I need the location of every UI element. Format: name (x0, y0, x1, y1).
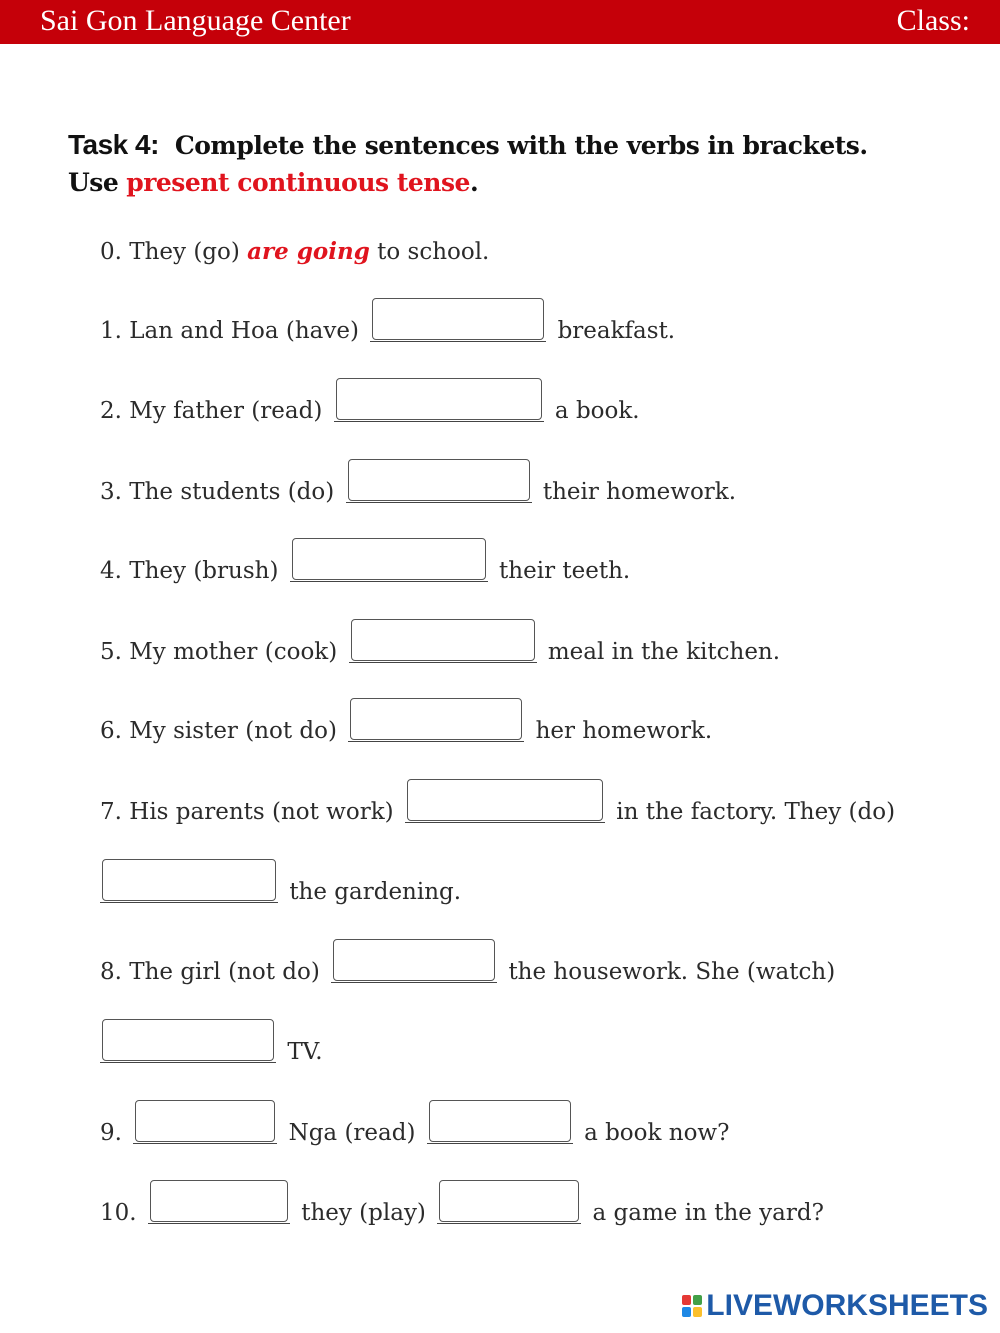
sentence-3-before: 3. The students (do) (100, 479, 335, 505)
sentence-5 (100, 619, 780, 665)
sentence-8-before: 8. The girl (not do) (100, 959, 320, 985)
sentence-5-before: 5. My mother (cook) (100, 639, 338, 665)
sentence-2-before: 2. My father (read) (100, 398, 323, 424)
sentence-9 (100, 1100, 729, 1146)
sentence-9-after: a book now? (584, 1120, 730, 1146)
sentence-7 (100, 779, 895, 825)
sentence-6-before: 6. My sister (not do) (100, 718, 337, 744)
answer-blank-2[interactable] (334, 378, 544, 424)
answer-blank-7b[interactable] (100, 859, 278, 905)
sentence-8-continued (100, 1019, 323, 1065)
example-before: 0. They (go) (100, 239, 240, 265)
answer-blank-10b[interactable] (437, 1180, 581, 1226)
school-name: Sai Gon Language Center (40, 4, 351, 37)
answer-blank-8b[interactable] (100, 1019, 276, 1065)
sentence-9-middle: Nga (read) (288, 1120, 416, 1146)
sentence-1-after: breakfast. (557, 318, 676, 344)
sentence-10-middle: they (play) (301, 1200, 426, 1226)
sentence-7-continued (100, 859, 461, 905)
sentence-3-after: their homework. (542, 479, 737, 505)
sentence-3 (100, 459, 736, 505)
mark-square-3 (682, 1307, 691, 1317)
sentence-7-after: the gardening. (289, 879, 462, 905)
answer-blank-6[interactable] (348, 698, 524, 744)
example-sentence (100, 238, 489, 265)
sentence-10-after: a game in the yard? (592, 1200, 824, 1226)
answer-blank-7a[interactable] (405, 779, 605, 825)
logo-text: LIVEWORKSHEETS (706, 1289, 988, 1322)
sentence-9-before: 9. (100, 1120, 122, 1146)
sentence-10-before: 10. (100, 1200, 137, 1226)
sentence-2-after: a book. (554, 398, 640, 424)
example-answer: are going (247, 238, 370, 265)
sentence-7-middle: in the factory. They (do) (616, 799, 896, 825)
example-after: to school. (377, 239, 490, 265)
mark-square-1 (682, 1295, 691, 1305)
sentence-1 (100, 298, 675, 344)
instruction-tense: present continuous tense (126, 168, 470, 197)
sentence-4-after: their teeth. (499, 558, 631, 584)
answer-blank-8a[interactable] (331, 939, 497, 985)
sentence-8-middle: the housework. She (watch) (508, 959, 836, 985)
sentence-4 (100, 538, 630, 584)
answer-blank-1[interactable] (370, 298, 546, 344)
answer-blank-9a[interactable] (133, 1100, 277, 1146)
task-instruction (68, 126, 868, 201)
liveworksheets-mark-icon (682, 1295, 702, 1317)
header-bar (0, 0, 1000, 44)
sentence-4-before: 4. They (brush) (100, 558, 279, 584)
answer-blank-4[interactable] (290, 538, 488, 584)
answer-blank-5[interactable] (349, 619, 537, 665)
instruction-end: . (469, 168, 479, 197)
sentence-7-before: 7. His parents (not work) (100, 799, 394, 825)
mark-square-2 (693, 1295, 702, 1305)
sentence-6-after: her homework. (535, 718, 713, 744)
sentence-2 (100, 378, 640, 424)
answer-blank-3[interactable] (346, 459, 532, 505)
sentence-5-after: meal in the kitchen. (547, 639, 781, 665)
class-label: Class: (896, 4, 970, 37)
sentence-10 (100, 1180, 824, 1226)
sentence-1-before: 1. Lan and Hoa (have) (100, 318, 359, 344)
sentence-6 (100, 698, 712, 744)
instruction-text: Complete the sentences with the verbs in brackets. Use (68, 131, 868, 197)
mark-square-4 (693, 1307, 702, 1317)
sentence-8 (100, 939, 835, 985)
liveworksheets-logo (682, 1291, 988, 1321)
answer-blank-9b[interactable] (427, 1100, 573, 1146)
task-label: Task 4: (68, 129, 159, 160)
sentence-8-after: TV. (287, 1039, 323, 1065)
answer-blank-10a[interactable] (148, 1180, 290, 1226)
